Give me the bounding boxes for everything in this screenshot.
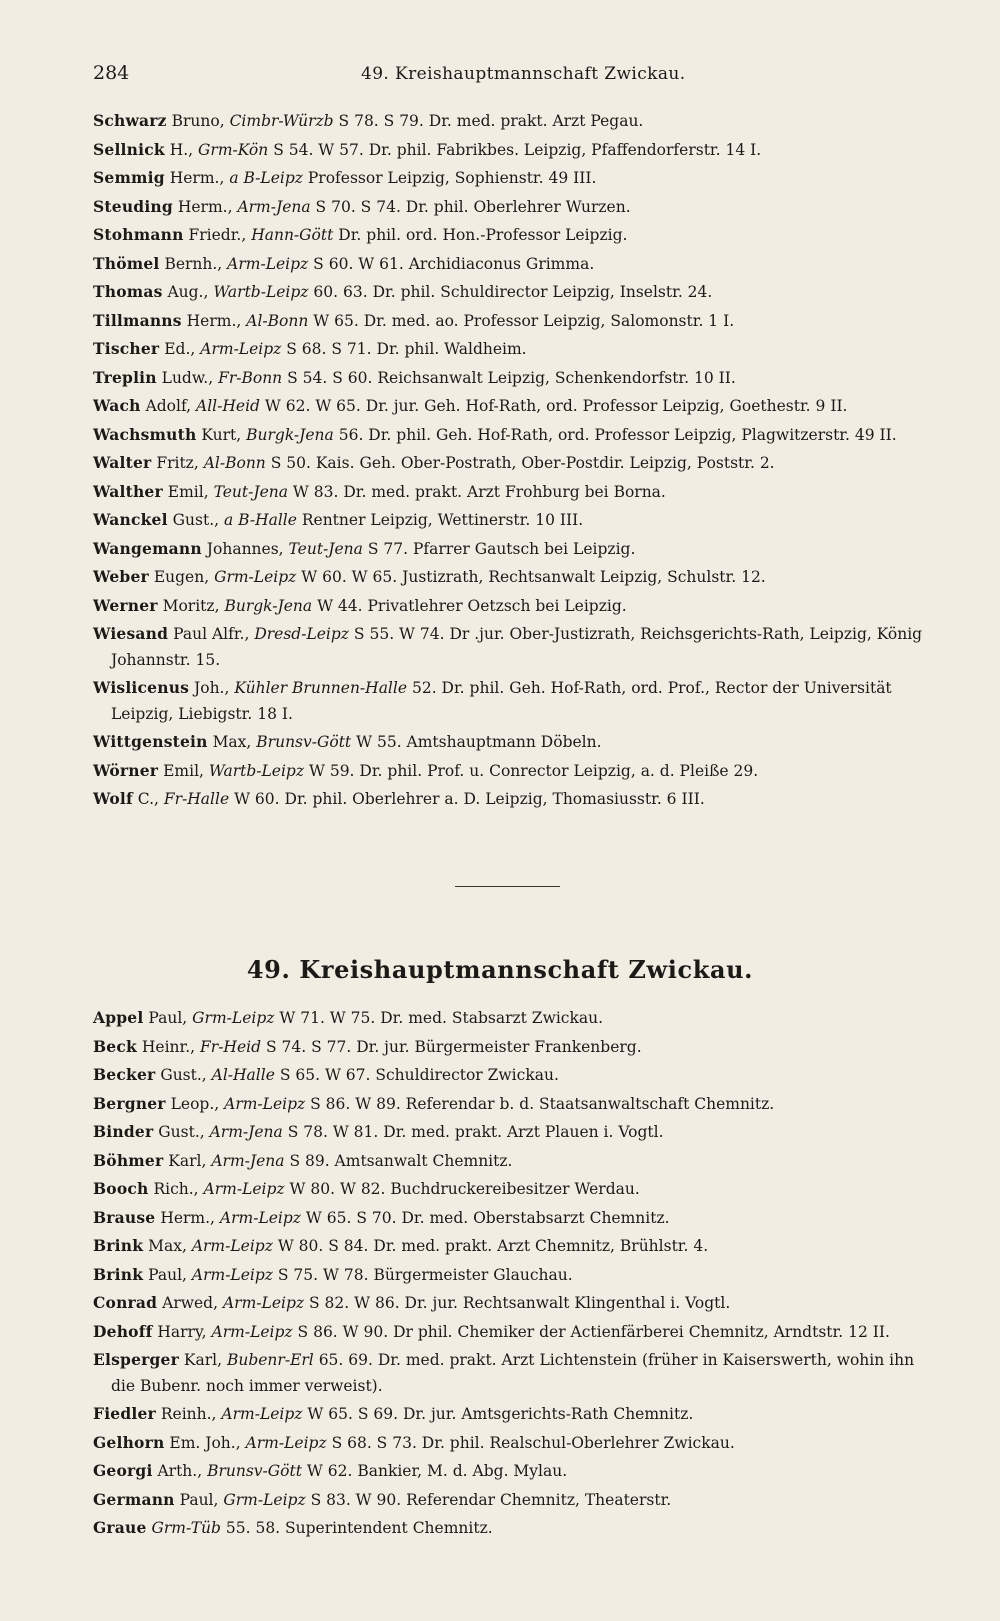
entry-name: Wittgenstein — [93, 732, 208, 751]
entry-name: Tischer — [93, 339, 160, 358]
list-item — [93, 1148, 940, 1175]
list-item — [93, 1487, 940, 1514]
entry-name: Treplin — [93, 367, 157, 387]
list-item — [93, 222, 940, 249]
entry-corps: Teut-Jena — [288, 539, 363, 558]
entry-name: Brause — [93, 1207, 156, 1227]
list-item — [93, 675, 940, 727]
entry-corps: All-Heid — [196, 397, 260, 415]
entry-details: S 70. S 74. Dr. phil. Oberlehrer Wurzen. — [315, 197, 631, 216]
list-item — [93, 1319, 940, 1346]
list-item — [93, 621, 940, 673]
entry-given-name: Herm., — [160, 1208, 215, 1227]
section-divider — [455, 886, 560, 887]
entry-name: Binder — [93, 1122, 154, 1141]
entry-given-name: Gust., — [172, 511, 220, 529]
list-item — [93, 786, 940, 813]
entry-given-name: Heinr., — [141, 1037, 196, 1056]
entry-corps: Arm-Leipz — [191, 1265, 273, 1284]
entry-name: Georgi — [93, 1461, 153, 1480]
entry-name: Wiesand — [93, 624, 169, 643]
entry-given-name: Leop., — [170, 1094, 220, 1113]
entry-name: Gelhorn — [93, 1432, 165, 1452]
entry-name: Wangemann — [93, 538, 202, 558]
list-item — [93, 365, 940, 392]
entry-corps: Arm-Jena — [211, 1151, 285, 1170]
entry-corps: Arm-Leipz — [211, 1322, 293, 1341]
entry-details: S 78. S 79. Dr. med. prakt. Arzt Pegau. — [338, 112, 644, 130]
entry-corps: Brunsv-Gött — [207, 1462, 302, 1480]
entry-details: S 55. W 74. Dr .jur. Ober-Justizrath, Reichsgerichts-Rath, Leipzig, König Johannstr. 15. — [111, 625, 923, 669]
entry-corps: Hann-Gött — [251, 226, 334, 244]
entry-name: Wachsmuth — [93, 424, 197, 444]
entry-corps: Arm-Leipz — [224, 1094, 306, 1113]
entry-name: Graue — [93, 1518, 147, 1537]
list-item — [93, 450, 940, 477]
entry-name: Thomas — [93, 282, 163, 301]
list-item — [93, 108, 940, 135]
list-item — [93, 308, 940, 335]
entry-details: S 86. W 89. Referendar b. d. Staatsanwaltschaft Chemnitz. — [310, 1094, 775, 1113]
entry-corps: Arm-Leipz — [222, 1294, 305, 1312]
entry-corps: Arm-Leipz — [221, 1405, 303, 1423]
entry-corps: a B-Halle — [223, 511, 297, 529]
list-item — [93, 507, 940, 534]
list-item — [93, 1262, 940, 1289]
entry-corps: Arm-Jena — [237, 197, 311, 216]
list-item — [93, 1119, 940, 1146]
entry-given-name: Johannes, — [206, 539, 284, 558]
list-item — [93, 1062, 940, 1089]
entry-given-name: Herm., — [169, 169, 225, 187]
list-item — [93, 1290, 940, 1317]
entry-corps: Bubenr-Erl — [226, 1351, 314, 1369]
list-item — [93, 336, 940, 363]
entry-details: Rentner Leipzig, Wettinerstr. 10 III. — [301, 511, 584, 529]
entry-given-name: Karl, — [168, 1151, 207, 1170]
entry-name: Germann — [93, 1489, 175, 1509]
entry-given-name: Fritz, — [156, 454, 199, 472]
list-item — [93, 1430, 940, 1457]
entry-given-name: H., — [169, 140, 194, 159]
entry-details: W 65. S 70. Dr. med. Oberstabsarzt Chemnitz. — [305, 1208, 670, 1227]
entry-corps: Fr-Bonn — [218, 368, 283, 387]
entry-details: S 68. S 73. Dr. phil. Realschul-Oberlehrer Zwickau. — [331, 1433, 735, 1452]
entry-name: Weber — [93, 567, 149, 586]
entry-corps: Al-Bonn — [246, 311, 309, 330]
list-item — [93, 1205, 940, 1232]
entry-given-name: Eugen, — [153, 568, 210, 586]
list-item — [93, 758, 940, 785]
entry-corps: Arm-Jena — [209, 1123, 283, 1141]
list-item — [93, 593, 940, 620]
list-item — [93, 1401, 940, 1428]
list-item — [93, 393, 940, 420]
entry-given-name: Moritz, — [162, 596, 220, 615]
entry-name: Becker — [93, 1065, 156, 1084]
entry-details: Dr. phil. ord. Hon.-Professor Leipzig. — [338, 226, 628, 244]
entry-details: 65. 69. Dr. med. prakt. Arzt Lichtenstein (früher in Kaiserswerth, wohin ihn die Bubenr. noch immer verweist). — [111, 1351, 915, 1395]
entry-given-name: Herm., — [177, 197, 233, 216]
list-item — [93, 729, 940, 756]
entry-name: Brink — [93, 1236, 144, 1255]
entry-details: S 74. S 77. Dr. jur. Bürgermeister Frankenberg. — [265, 1037, 642, 1056]
entry-corps: Wartb-Leipz — [208, 761, 305, 780]
entry-details: W 60. W 65. Justizrath, Rechtsanwalt Leipzig, Schulstr. 12. — [301, 568, 766, 586]
entry-details: 56. Dr. phil. Geh. Hof-Rath, ord. Professor Leipzig, Plagwitzerstr. 49 II. — [338, 425, 897, 444]
entry-corps: Brunsv-Gött — [256, 733, 352, 751]
entry-given-name: Kurt, — [201, 425, 242, 444]
entry-given-name: Gust., — [158, 1123, 205, 1141]
entry-details: W 62. W 65. Dr. jur. Geh. Hof-Rath, ord. Professor Leipzig, Goethestr. 9 II. — [264, 397, 848, 415]
entry-details: Professor Leipzig, Sophienstr. 49 III. — [307, 169, 597, 187]
list-item — [93, 251, 940, 278]
entry-name: Wolf — [93, 789, 133, 808]
entry-corps: Grm-Kön — [198, 140, 269, 159]
entry-given-name: Emil, — [167, 482, 209, 501]
entry-given-name: Bernh., — [164, 254, 223, 273]
entry-details: S 75. W 78. Bürgermeister Glauchau. — [277, 1265, 573, 1284]
entry-given-name: Paul, — [179, 1490, 219, 1509]
entry-list-top — [93, 108, 940, 815]
entry-name: Appel — [93, 1008, 144, 1027]
entry-details: W 80. W 82. Buchdruckereibesitzer Werdau. — [289, 1180, 640, 1198]
entry-details: W 80. S 84. Dr. med. prakt. Arzt Chemnitz, Brühlstr. 4. — [277, 1237, 709, 1255]
list-item — [93, 1176, 940, 1203]
entry-name: Böhmer — [93, 1150, 164, 1170]
entry-details: W 71. W 75. Dr. med. Stabsarzt Zwickau. — [279, 1009, 604, 1027]
entry-corps: Arm-Leipz — [245, 1433, 327, 1452]
entry-details: S 82. W 86. Dr. jur. Rechtsanwalt Klingenthal i. Vogtl. — [308, 1294, 731, 1312]
entry-corps: Al-Halle — [211, 1066, 275, 1084]
entry-name: Brink — [93, 1264, 144, 1284]
list-item — [93, 1091, 940, 1118]
entry-name: Fiedler — [93, 1404, 156, 1423]
entry-corps: Teut-Jena — [213, 482, 288, 501]
entry-corps: Burgk-Jena — [224, 596, 313, 615]
entry-name: Werner — [93, 595, 158, 615]
entry-name: Bergner — [93, 1093, 166, 1113]
entry-corps: Grm-Leipz — [214, 568, 297, 586]
list-item — [93, 564, 940, 591]
entry-name: Steuding — [93, 196, 173, 216]
entry-details: W 59. Dr. phil. Prof. u. Conrector Leipzig, a. d. Pleiße 29. — [308, 761, 759, 780]
entry-details: W 62. Bankier, M. d. Abg. Mylau. — [306, 1462, 568, 1480]
list-item — [93, 479, 940, 506]
entry-details: S 78. W 81. Dr. med. prakt. Arzt Plauen i. Vogtl. — [287, 1123, 664, 1141]
entry-name: Wanckel — [93, 510, 168, 529]
entry-name: Schwarz — [93, 111, 167, 130]
entry-details: S 50. Kais. Geh. Ober-Postrath, Ober-Postdir. Leipzig, Poststr. 2. — [270, 454, 775, 472]
entry-given-name: Aug., — [167, 283, 209, 301]
entry-details: W 65. Dr. med. ao. Professor Leipzig, Salomonstr. 1 I. — [313, 311, 735, 330]
running-head: 49. Kreishauptmannschaft Zwickau. — [361, 64, 686, 84]
entry-name: Booch — [93, 1179, 149, 1198]
entry-corps: Al-Bonn — [203, 454, 266, 472]
entry-corps: Burgk-Jena — [246, 425, 334, 444]
entry-details: S 65. W 67. Schuldirector Zwickau. — [279, 1066, 559, 1084]
entry-corps: Kühler Brunnen-Halle — [234, 679, 408, 697]
entry-corps: Arm-Leipz — [203, 1180, 285, 1198]
entry-given-name: Adolf, — [145, 397, 192, 415]
entry-given-name: Bruno, — [171, 112, 225, 130]
entry-details: 55. 58. Superintendent Chemnitz. — [225, 1519, 493, 1537]
entry-details: S 60. W 61. Archidiaconus Grimma. — [313, 254, 595, 273]
list-item — [93, 1458, 940, 1485]
entry-given-name: Reinh., — [160, 1405, 217, 1423]
list-item — [93, 194, 940, 221]
entry-corps: Arm-Leipz — [200, 340, 282, 358]
entry-given-name: Friedr., — [188, 226, 247, 244]
entry-name: Stohmann — [93, 225, 184, 244]
entry-name: Beck — [93, 1036, 137, 1056]
entry-details: S 89. Amtsanwalt Chemnitz. — [289, 1151, 513, 1170]
entry-details: 52. Dr. phil. Geh. Hof-Rath, ord. Prof., Rector der Universität Leipzig, Liebigstr. 18 I. — [111, 679, 892, 723]
entry-corps: Arm-Leipz — [219, 1208, 301, 1227]
entry-given-name: Em. Joh., — [169, 1433, 241, 1452]
entry-corps: Fr-Heid — [200, 1037, 262, 1056]
entry-name: Wörner — [93, 760, 159, 780]
entry-given-name: Paul, — [148, 1009, 188, 1027]
list-item — [93, 536, 940, 563]
entry-details: W 65. S 69. Dr. jur. Amtsgerichts-Rath Chemnitz. — [307, 1405, 694, 1423]
entry-corps: Grm-Leipz — [192, 1009, 275, 1027]
entry-name: Walther — [93, 481, 163, 501]
entry-corps: a B-Leipz — [229, 169, 303, 187]
entry-corps: Arm-Leipz — [227, 254, 309, 273]
entry-details: W 55. Amtshauptmann Döbeln. — [356, 733, 602, 751]
entry-corps: Cimbr-Würzb — [229, 112, 334, 130]
page-header — [93, 62, 930, 92]
entry-given-name: Paul, — [148, 1265, 187, 1284]
entry-given-name: Joh., — [194, 679, 230, 697]
list-item — [93, 279, 940, 306]
entry-details: W 60. Dr. phil. Oberlehrer a. D. Leipzig, Thomasiusstr. 6 III. — [234, 790, 705, 808]
list-item — [93, 165, 940, 192]
entry-name: Elsperger — [93, 1350, 179, 1369]
list-item — [93, 1034, 940, 1061]
section-title: 49. Kreishauptmannschaft Zwickau. — [246, 955, 754, 984]
entry-details: S 54. W 57. Dr. phil. Fabrikbes. Leipzig, Pfaffendorferstr. 14 I. — [273, 140, 762, 159]
list-item — [93, 1005, 940, 1032]
entry-name: Tillmanns — [93, 310, 182, 330]
entry-name: Wach — [93, 396, 141, 415]
entry-list-bottom — [93, 1005, 940, 1544]
list-item — [93, 1347, 940, 1399]
entry-name: Dehoff — [93, 1321, 153, 1341]
entry-details: 60. 63. Dr. phil. Schuldirector Leipzig, Inselstr. 24. — [313, 283, 713, 301]
entry-name: Wislicenus — [93, 678, 190, 697]
entry-given-name: Rich., — [153, 1180, 199, 1198]
entry-corps: Arm-Leipz — [191, 1237, 273, 1255]
entry-details: S 68. S 71. Dr. phil. Waldheim. — [286, 340, 527, 358]
entry-name: Conrad — [93, 1293, 158, 1312]
entry-details: S 54. S 60. Reichsanwalt Leipzig, Schenkendorfstr. 10 II. — [287, 368, 736, 387]
entry-given-name: Arwed, — [162, 1294, 219, 1312]
page-number: 284 — [93, 62, 130, 84]
entry-corps: Grm-Tüb — [151, 1519, 221, 1537]
entry-details: S 77. Pfarrer Gautsch bei Leipzig. — [367, 539, 636, 558]
list-item — [93, 422, 940, 449]
entry-details: W 83. Dr. med. prakt. Arzt Frohburg bei Borna. — [292, 482, 666, 501]
entry-name: Semmig — [93, 168, 165, 187]
entry-name: Thömel — [93, 253, 160, 273]
list-item — [93, 1233, 940, 1260]
entry-corps: Dresd-Leipz — [254, 625, 349, 643]
entry-name: Sellnick — [93, 139, 165, 159]
entry-details: W 44. Privatlehrer Oetzsch bei Leipzig. — [317, 596, 627, 615]
entry-given-name: Paul Alfr., — [173, 625, 250, 643]
entry-given-name: C., — [137, 790, 159, 808]
list-item — [93, 1515, 940, 1542]
entry-given-name: Herm., — [186, 311, 242, 330]
entry-given-name: Ludw., — [161, 368, 214, 387]
entry-given-name: Gust., — [160, 1066, 207, 1084]
entry-given-name: Harry, — [157, 1322, 207, 1341]
entry-corps: Wartb-Leipz — [213, 283, 309, 301]
list-item — [93, 137, 940, 164]
entry-details: S 83. W 90. Referendar Chemnitz, Theaterstr. — [310, 1490, 672, 1509]
entry-corps: Grm-Leipz — [223, 1490, 306, 1509]
entry-corps: Fr-Halle — [163, 790, 230, 808]
entry-given-name: Max, — [212, 733, 252, 751]
entry-details: S 86. W 90. Dr phil. Chemiker der Actienfärberei Chemnitz, Arndtstr. 12 II. — [297, 1322, 890, 1341]
entry-name: Walter — [93, 453, 152, 472]
entry-given-name: Max, — [148, 1237, 187, 1255]
entry-given-name: Karl, — [183, 1351, 223, 1369]
entry-given-name: Ed., — [164, 340, 196, 358]
entry-given-name: Emil, — [163, 761, 204, 780]
entry-given-name: Arth., — [157, 1462, 203, 1480]
